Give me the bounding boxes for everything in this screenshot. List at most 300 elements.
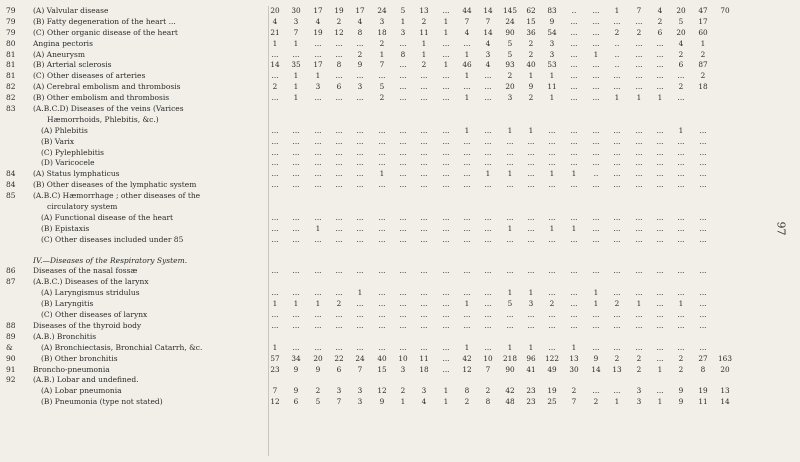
table-cell: ... <box>506 180 514 190</box>
table-cell: 2 <box>507 71 513 81</box>
table-cell: ... <box>314 180 322 190</box>
table-cell: 2 <box>614 27 620 37</box>
table-cell: 2 <box>528 93 534 103</box>
table-cell: ... <box>613 82 621 92</box>
table-cell: ... <box>442 49 450 59</box>
table-cell: 2 <box>636 364 642 374</box>
row-code: 79 <box>6 16 16 26</box>
table-cell: 2 <box>528 49 534 59</box>
row-code: 82 <box>6 93 16 103</box>
row-label: (B) Fatty degeneration of the heart ... <box>33 16 176 26</box>
table-cell: 3 <box>400 27 406 37</box>
table-cell: ... <box>527 266 535 276</box>
table-cell: ... <box>399 310 407 320</box>
table-cell: ... <box>420 342 428 352</box>
table-cell: ... <box>271 212 279 222</box>
table-cell: ... <box>677 223 685 233</box>
table-cell: 15 <box>526 16 536 26</box>
table-cell: ... <box>442 266 450 276</box>
table-cell: 9 <box>293 386 299 396</box>
table-cell: ... <box>613 320 621 330</box>
table-cell: ... <box>271 158 279 168</box>
table-cell: 7 <box>357 364 363 374</box>
table-cell: 11 <box>419 27 429 37</box>
table-cell: ... <box>463 266 471 276</box>
table-cell: 1 <box>657 397 663 407</box>
table-cell: ... <box>656 342 664 352</box>
table-cell: ... <box>314 38 322 48</box>
table-cell: 2 <box>700 49 706 59</box>
table-cell: 218 <box>503 353 517 363</box>
table-cell: 3 <box>636 386 642 396</box>
table-cell: 1 <box>614 93 620 103</box>
table-cell: 1 <box>678 299 684 309</box>
row-label: (A) Functional disease of the heart <box>41 212 174 222</box>
table-cell: ... <box>271 234 279 244</box>
table-cell: ... <box>442 288 450 298</box>
table-cell: 1 <box>614 397 620 407</box>
table-cell: ... <box>506 320 514 330</box>
table-cell: ... <box>314 125 322 135</box>
table-cell: ... <box>420 71 428 81</box>
table-cell: ... <box>677 234 685 244</box>
table-cell: 4 <box>678 38 684 48</box>
table-cell: ... <box>420 93 428 103</box>
table-cell: ... <box>356 125 364 135</box>
table-cell: ... <box>271 310 279 320</box>
table-cell: ... <box>613 310 621 320</box>
table-cell: 42 <box>462 353 472 363</box>
table-cell: ... <box>442 180 450 190</box>
table-cell: ... <box>335 266 343 276</box>
row-label: Diseases of the thyroid body <box>33 320 142 330</box>
row-label: (C) Other organic disease of the heart <box>33 27 178 37</box>
table-row <box>0 299 800 310</box>
row-code: 81 <box>6 60 16 70</box>
table-cell: ... <box>613 386 621 396</box>
table-row <box>0 256 800 267</box>
table-row <box>0 191 800 202</box>
table-cell: 34 <box>291 353 301 363</box>
table-cell: .. <box>614 38 620 48</box>
table-cell: ... <box>570 125 578 135</box>
table-cell: ... <box>677 136 685 146</box>
table-cell: 1 <box>571 169 577 179</box>
table-cell: ... <box>335 49 343 59</box>
row-label: (A.B.C.D) Diseases of the veins (Varices <box>33 104 184 114</box>
table-cell: 2 <box>593 397 599 407</box>
table-cell: ... <box>613 125 621 135</box>
table-cell: ... <box>335 169 343 179</box>
table-cell: ... <box>442 234 450 244</box>
table-cell: ... <box>613 342 621 352</box>
table-cell: ... <box>570 147 578 157</box>
table-cell: ... <box>292 342 300 352</box>
table-cell: ... <box>570 288 578 298</box>
table-cell: ... <box>699 125 707 135</box>
table-cell: ... <box>420 310 428 320</box>
table-cell: ... <box>420 82 428 92</box>
table-cell: 7 <box>571 397 577 407</box>
table-cell: 5 <box>400 6 406 15</box>
table-cell: ... <box>314 342 322 352</box>
table-cell: ... <box>314 136 322 146</box>
table-cell: ... <box>635 310 643 320</box>
table-cell: ... <box>548 234 556 244</box>
table-cell: ... <box>677 180 685 190</box>
row-code: 83 <box>6 104 16 114</box>
table-cell: 10 <box>398 353 408 363</box>
table-cell: ... <box>527 310 535 320</box>
table-cell: ... <box>548 310 556 320</box>
table-cell: 1 <box>507 223 513 233</box>
table-cell: ... <box>656 310 664 320</box>
table-cell: 17 <box>313 60 323 70</box>
table-cell: ... <box>292 136 300 146</box>
table-cell: ... <box>592 6 600 15</box>
table-cell: 1 <box>549 71 555 81</box>
table-cell: ... <box>699 136 707 146</box>
table-cell: ... <box>335 93 343 103</box>
table-cell: ... <box>314 147 322 157</box>
table-cell: 2 <box>549 299 555 309</box>
row-code: 89 <box>6 331 16 341</box>
table-row <box>0 343 800 354</box>
table-cell: 1 <box>464 49 470 59</box>
table-cell: 5 <box>379 82 385 92</box>
table-cell: 3 <box>315 82 321 92</box>
table-cell: 3 <box>400 364 406 374</box>
row-label: (A) Aneurysm <box>33 49 85 59</box>
table-cell: 8 <box>400 49 406 59</box>
row-label: (A.B.) Bronchitis <box>33 331 97 341</box>
table-cell: 23 <box>526 397 536 407</box>
row-label: (A.B.C) Hæmorrhage ; other diseases of the <box>33 191 201 201</box>
table-cell: ... <box>548 266 556 276</box>
table-cell: ... <box>677 93 685 103</box>
table-cell: 7 <box>485 16 491 26</box>
table-cell: ... <box>635 234 643 244</box>
table-cell: ... <box>399 212 407 222</box>
table-cell: 9 <box>528 82 534 92</box>
table-cell: ... <box>292 158 300 168</box>
table-cell: 1 <box>636 93 642 103</box>
table-cell: ... <box>314 49 322 59</box>
table-cell: 1 <box>593 49 599 59</box>
table-cell: 1 <box>272 342 278 352</box>
table-cell: ... <box>271 93 279 103</box>
table-cell: 1 <box>571 223 577 233</box>
table-cell: ... <box>463 158 471 168</box>
table-cell: ... <box>656 386 664 396</box>
table-cell: ... <box>506 266 514 276</box>
table-cell: 6 <box>293 397 299 407</box>
table-cell: 1 <box>549 93 555 103</box>
table-cell: 83 <box>547 6 557 15</box>
table-cell: ... <box>699 158 707 168</box>
table-cell: 1 <box>636 299 642 309</box>
table-cell: 90 <box>505 364 515 374</box>
table-cell: 6 <box>336 364 342 374</box>
table-cell: ... <box>570 180 578 190</box>
table-cell: 2 <box>614 299 620 309</box>
table-cell: ... <box>613 266 621 276</box>
table-cell: ... <box>677 212 685 222</box>
table-cell: ... <box>420 234 428 244</box>
table-cell: 1 <box>549 169 555 179</box>
table-cell: 24 <box>355 353 365 363</box>
table-cell: 93 <box>505 60 515 70</box>
table-cell: ... <box>335 147 343 157</box>
table-cell: 23 <box>526 386 536 396</box>
table-cell: 3 <box>293 16 299 26</box>
row-code: 85 <box>6 191 16 201</box>
table-cell: ... <box>420 158 428 168</box>
table-cell: ... <box>592 136 600 146</box>
table-cell: ... <box>314 93 322 103</box>
table-cell: ... <box>484 223 492 233</box>
table-cell: 1 <box>400 397 406 407</box>
table-cell: ... <box>356 223 364 233</box>
table-cell: 21 <box>270 27 280 37</box>
table-cell: ... <box>335 223 343 233</box>
table-cell: ... <box>271 71 279 81</box>
table-cell: 17 <box>698 16 708 26</box>
table-cell: 4 <box>357 16 363 26</box>
table-cell: ... <box>548 288 556 298</box>
table-cell: ... <box>356 266 364 276</box>
table-cell: ... <box>399 125 407 135</box>
table-cell: 2 <box>678 82 684 92</box>
table-cell: 14 <box>591 364 601 374</box>
table-cell: ... <box>314 288 322 298</box>
table-cell: 20 <box>676 27 686 37</box>
table-cell: 1 <box>571 342 577 352</box>
table-row <box>0 310 800 321</box>
table-cell: ... <box>442 169 450 179</box>
table-cell: 2 <box>700 71 706 81</box>
table-cell: ... <box>292 266 300 276</box>
table-cell: ... <box>463 310 471 320</box>
table-cell: ... <box>378 158 386 168</box>
table-cell: ... <box>442 38 450 48</box>
table-cell: ... <box>635 158 643 168</box>
table-cell: ... <box>314 310 322 320</box>
table-cell: 2 <box>464 397 470 407</box>
table-cell: ... <box>548 158 556 168</box>
table-cell: ... <box>506 212 514 222</box>
table-cell: ... <box>442 6 450 15</box>
table-cell: ... <box>356 158 364 168</box>
table-cell: ... <box>463 223 471 233</box>
table-cell: ... <box>656 60 664 70</box>
table-cell: ... <box>592 82 600 92</box>
table-row <box>0 213 800 224</box>
table-cell: ... <box>570 82 578 92</box>
table-cell: ... <box>677 147 685 157</box>
table-cell: 1 <box>464 93 470 103</box>
table-cell: ... <box>484 71 492 81</box>
table-cell: 1 <box>293 82 299 92</box>
row-label: (B) Laryngitis <box>41 299 94 309</box>
table-row <box>0 354 800 365</box>
table-cell: 20 <box>720 364 730 374</box>
table-cell: 9 <box>315 364 321 374</box>
table-cell: ... <box>271 223 279 233</box>
table-cell: ... <box>635 320 643 330</box>
table-cell: 57 <box>270 353 280 363</box>
table-row <box>0 277 800 288</box>
table-cell: 48 <box>505 397 515 407</box>
table-cell: ... <box>463 212 471 222</box>
table-cell: ... <box>271 180 279 190</box>
row-label: Hæmorrhoids, Phlebitis, &c.) <box>47 114 159 124</box>
table-cell: ... <box>484 125 492 135</box>
table-row <box>0 266 800 277</box>
table-cell: ... <box>356 299 364 309</box>
table-cell: 12 <box>270 397 280 407</box>
table-cell: 12 <box>462 364 472 374</box>
row-code: 84 <box>6 180 16 190</box>
table-row <box>0 202 800 213</box>
table-row <box>0 169 800 180</box>
table-cell: ... <box>548 342 556 352</box>
table-cell: ... <box>635 16 643 26</box>
table-cell: ... <box>592 93 600 103</box>
table-cell: 1 <box>507 288 513 298</box>
row-code: 90 <box>6 353 16 363</box>
table-row <box>0 397 800 408</box>
row-label: (A.B.C.) Diseases of the larynx <box>33 277 149 287</box>
table-cell: 1 <box>272 38 278 48</box>
table-cell: ... <box>570 299 578 309</box>
table-cell: 3 <box>357 82 363 92</box>
table-cell: ... <box>527 169 535 179</box>
table-cell: 1 <box>400 16 406 26</box>
table-cell: 122 <box>545 353 559 363</box>
table-cell: ... <box>656 299 664 309</box>
table-cell: 14 <box>720 397 730 407</box>
table-row <box>0 50 800 61</box>
row-code: 88 <box>6 320 16 330</box>
table-cell: 1 <box>443 397 449 407</box>
table-cell: ... <box>420 147 428 157</box>
table-cell: ... <box>463 82 471 92</box>
table-row <box>0 60 800 71</box>
table-cell: ... <box>356 320 364 330</box>
table-cell: 1 <box>379 169 385 179</box>
row-code: 80 <box>6 38 16 48</box>
row-label: Broncho-pneumonia <box>33 364 110 374</box>
table-cell: ... <box>442 212 450 222</box>
table-cell: ... <box>335 136 343 146</box>
table-cell: 2 <box>357 49 363 59</box>
table-cell: ... <box>335 342 343 352</box>
table-cell: 2 <box>400 386 406 396</box>
table-cell: 3 <box>357 386 363 396</box>
table-cell: ... <box>570 212 578 222</box>
table-cell: ... <box>356 147 364 157</box>
table-cell: ... <box>527 320 535 330</box>
table-cell: ... <box>548 320 556 330</box>
table-cell: ... <box>656 158 664 168</box>
table-cell: ... <box>463 288 471 298</box>
table-cell: 40 <box>526 60 536 70</box>
table-cell: 9 <box>293 364 299 374</box>
table-cell: 18 <box>698 82 708 92</box>
table-cell: ... <box>699 223 707 233</box>
table-cell: 62 <box>526 6 536 15</box>
table-cell: ... <box>484 147 492 157</box>
table-cell: 1 <box>549 223 555 233</box>
table-cell: ... <box>548 147 556 157</box>
row-label: circulatory system <box>47 202 118 212</box>
table-cell: ... <box>420 320 428 330</box>
table-cell: 145 <box>503 6 517 15</box>
table-cell: ... <box>420 223 428 233</box>
row-label: (A) Phlebitis <box>41 125 88 135</box>
table-cell: ... <box>484 158 492 168</box>
table-cell: ... <box>420 212 428 222</box>
table-cell: ... <box>656 82 664 92</box>
table-cell: ... <box>635 38 643 48</box>
table-cell: ... <box>292 169 300 179</box>
row-label: (A) Status lymphaticus <box>33 169 120 179</box>
table-cell: 30 <box>291 6 301 15</box>
table-row <box>0 6 800 17</box>
table-cell: ... <box>635 180 643 190</box>
table-cell: ... <box>570 93 578 103</box>
table-cell: ... <box>442 71 450 81</box>
row-code: 84 <box>6 169 16 179</box>
table-cell: 7 <box>636 6 642 15</box>
table-cell: 3 <box>485 49 491 59</box>
table-row <box>0 235 800 246</box>
table-row <box>0 71 800 82</box>
table-row <box>0 321 800 332</box>
row-label: (C) Pylephlebitis <box>41 147 105 157</box>
table-cell: 14 <box>483 27 493 37</box>
table-cell: ... <box>592 60 600 70</box>
table-cell: 17 <box>313 6 323 15</box>
table-cell: 20 <box>505 82 515 92</box>
table-cell: ... <box>463 320 471 330</box>
table-cell: 2 <box>678 353 684 363</box>
table-cell: 20 <box>313 353 323 363</box>
table-cell: 1 <box>464 125 470 135</box>
table-cell: ... <box>484 234 492 244</box>
table-cell: ... <box>484 93 492 103</box>
table-cell: 9 <box>678 386 684 396</box>
table-cell: ... <box>699 147 707 157</box>
row-code: 81 <box>6 71 16 81</box>
table-cell: 1 <box>443 386 449 396</box>
table-cell: 10 <box>483 353 493 363</box>
table-cell: ... <box>677 342 685 352</box>
row-code: 81 <box>6 49 16 59</box>
table-cell: 40 <box>377 353 387 363</box>
table-cell: 1 <box>593 288 599 298</box>
row-label: (B) Other diseases of the lymphatic system <box>33 180 197 190</box>
table-cell: 30 <box>569 364 579 374</box>
row-code: 79 <box>6 27 16 37</box>
table-cell: ... <box>570 49 578 59</box>
row-label: (B) Other bronchitis <box>41 353 118 363</box>
table-cell: .. <box>593 169 599 179</box>
table-cell: ... <box>613 147 621 157</box>
row-code: 79 <box>6 6 16 15</box>
table-cell: 13 <box>569 353 579 363</box>
